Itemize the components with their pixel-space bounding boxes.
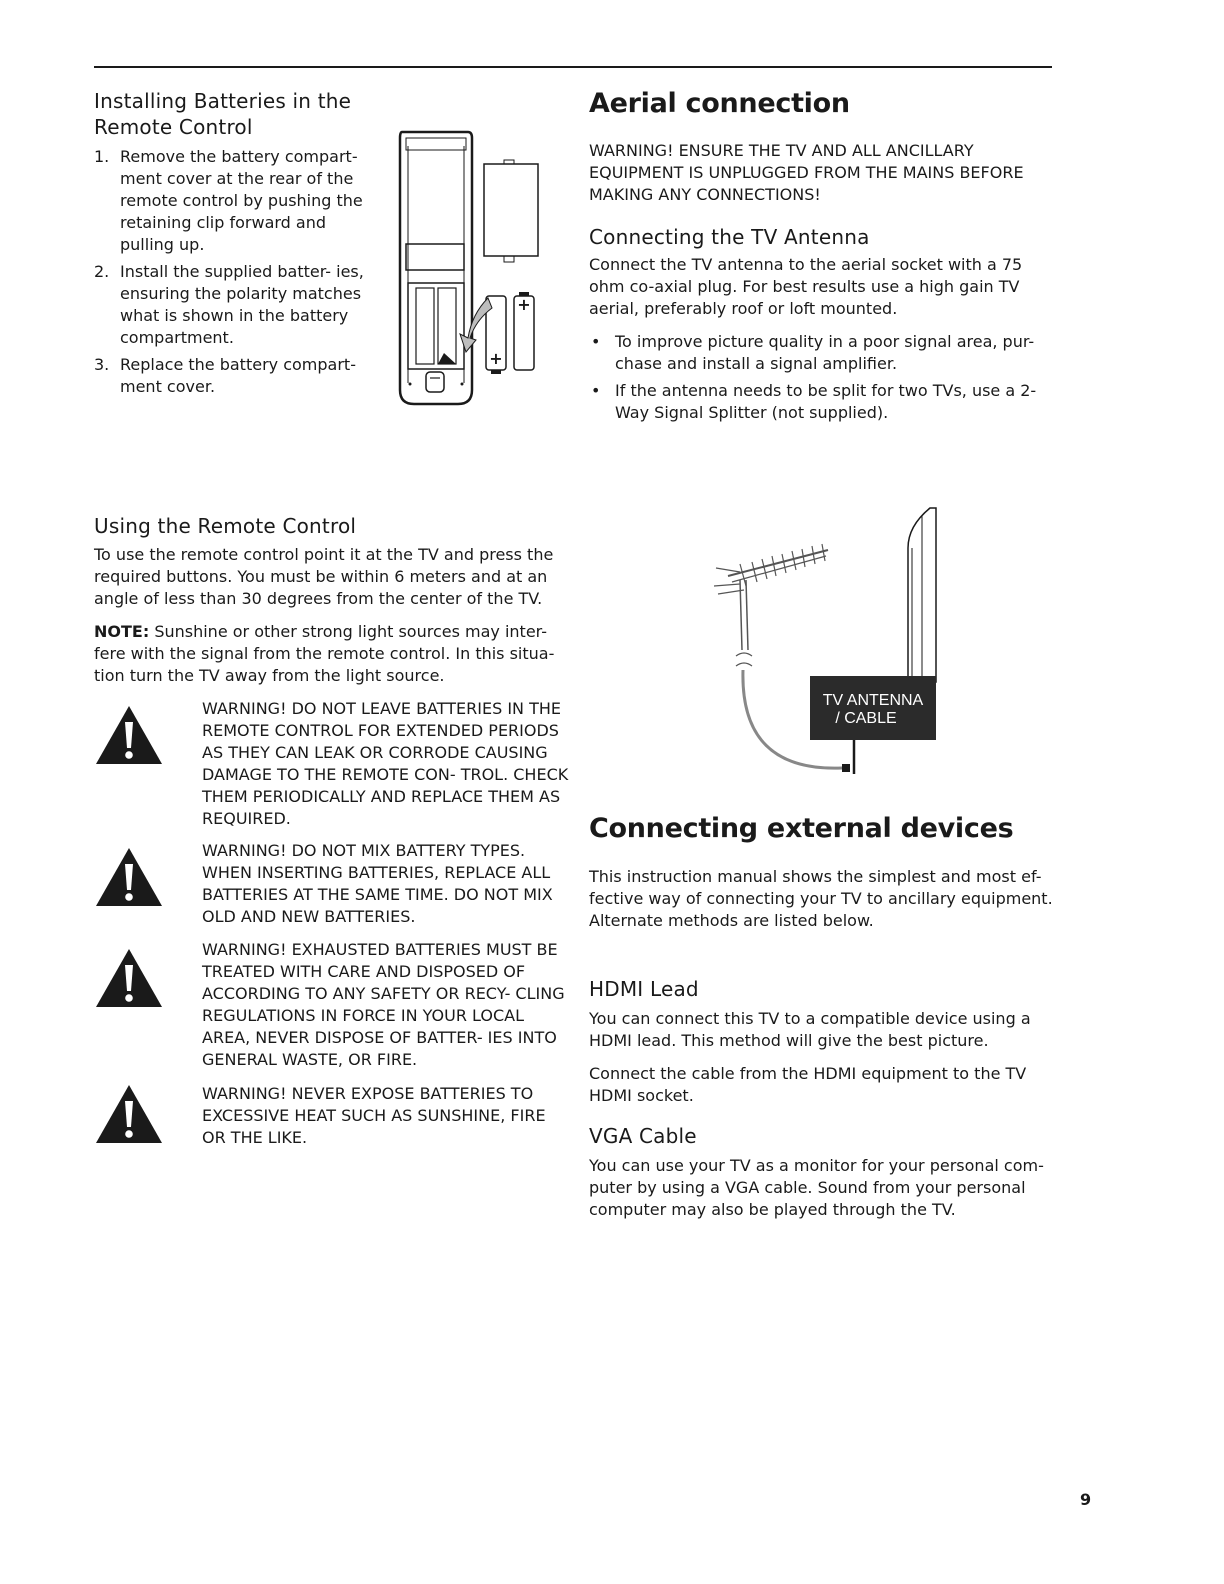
diagram-label-line1: TV ANTENNA	[822, 692, 924, 709]
step-item: 3. Replace the battery compart- ment cover.	[94, 355, 356, 396]
warning-triangle-icon	[94, 1083, 164, 1145]
antenna-title: Connecting the TV Antenna	[589, 225, 870, 249]
note-paragraph	[94, 621, 564, 687]
warning-text: WARNING! DO NOT LEAVE BATTERIES IN THE REMOTE CONTROL FOR EXTENDED PERIODS AS THEY CAN LEAK OR CORRODE CAUSING DAMAGE TO THE REMOTE CON- TROL. CHECK THEM PERIODICALLY AND REPLACE THEM AS REQUIRED.	[202, 699, 569, 828]
warning-triangle-icon	[94, 704, 164, 766]
hdmi-text-2: Connect the cable from the HDMI equipment to the TV HDMI socket.	[589, 1064, 1027, 1105]
list-item: • If the antenna needs to be split for two TVs, use a 2- Way Signal Splitter (not supplied).	[591, 381, 1037, 422]
warning-text: WARNING! NEVER EXPOSE BATTERIES TO EXCESSIVE HEAT SUCH AS SUNSHINE, FIRE OR THE LIKE.	[202, 1084, 546, 1147]
warning-block	[94, 1083, 574, 1153]
hdmi-title: HDMI Lead	[589, 977, 699, 1001]
antenna-text: Connect the TV antenna to the aerial socket with a 75 ohm co-axial plug. For best results use a high gain TV aerial, preferably roof or loft mounted.	[589, 255, 1023, 318]
aerial-warning: WARNING! ENSURE THE TV AND ALL ANCILLARY EQUIPMENT IS UNPLUGGED FROM THE MAINS BEFORE MAKING ANY CONNECTIONS!	[589, 141, 1024, 204]
step-item: 2. Install the supplied batter- ies, ensuring the polarity matches what is shown in the battery compartment.	[94, 262, 364, 347]
page-number: 9	[1080, 1490, 1092, 1509]
batteries-section-title: Installing Batteries in the Remote Control	[94, 89, 352, 139]
hdmi-text-1: You can connect this TV to a compatible device using a HDMI lead. This method will give the best picture.	[589, 1009, 1031, 1050]
note-label: NOTE:	[94, 622, 150, 641]
vga-title: VGA Cable	[589, 1124, 697, 1148]
external-devices-text: This instruction manual shows the simplest and most ef- fective way of connecting your TV to ancillary equipment. Alternate methods are listed below.	[589, 867, 1053, 930]
warning-text: WARNING! EXHAUSTED BATTERIES MUST BE TREATED WITH CARE AND DISPOSED OF ACCORDING TO ANY SAFETY OR RECY- CLING REGULATIONS IN FORCE IN YOUR LOCAL AREA, NEVER DISPOSE OF BATTER- IES INTO GENERAL WASTE, OR FIRE.	[202, 940, 565, 1069]
antenna-bullets	[589, 331, 1054, 429]
battery-steps-list	[94, 146, 369, 403]
step-item: 1. Remove the battery compart- ment cover at the rear of the remote control by pushing the retaining clip forward and pulling up.	[94, 147, 363, 254]
top-rule	[94, 66, 1052, 68]
warning-text: WARNING! DO NOT MIX BATTERY TYPES. WHEN INSERTING BATTERIES, REPLACE ALL BATTERIES AT THE SAME TIME. DO NOT MIX OLD AND NEW BATTERIES.	[202, 841, 553, 926]
antenna-connection-diagram	[700, 500, 950, 785]
battery-plus-label: +	[517, 295, 531, 314]
using-remote-title: Using the Remote Control	[94, 514, 357, 538]
warning-block	[94, 939, 574, 1075]
warning-block	[94, 698, 574, 834]
remote-battery-illustration	[396, 128, 546, 410]
using-remote-text: To use the remote control point it at the TV and press the required buttons. You must be within 6 meters and at an angle of less than 30 degrees from the center of the TV.	[94, 545, 554, 608]
warning-block	[94, 840, 574, 932]
list-item: • To improve picture quality in a poor signal area, pur- chase and install a signal amplifier.	[591, 332, 1035, 373]
battery-plus-label: +	[489, 349, 503, 368]
warning-triangle-icon	[94, 846, 164, 908]
note-text: Sunshine or other strong light sources may inter- fere with the signal from the remote control. In this situa- tion turn the TV away from the light source.	[94, 622, 555, 685]
aerial-connection-title: Aerial connection	[589, 88, 850, 119]
external-devices-title: Connecting external devices	[589, 813, 1014, 844]
diagram-label-line2: / CABLE	[835, 710, 897, 727]
warning-triangle-icon	[94, 947, 164, 1009]
vga-text: You can use your TV as a monitor for your personal com- puter by using a VGA cable. Sound from your personal computer may also be played through the TV.	[589, 1156, 1044, 1219]
